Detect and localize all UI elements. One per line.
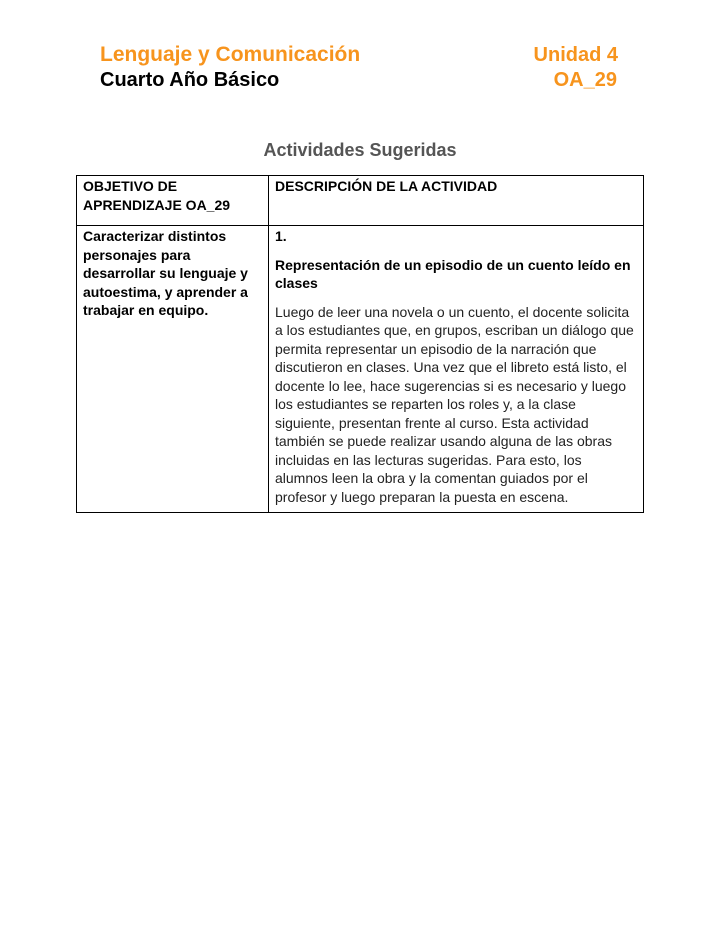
- table-header-row: [77, 176, 644, 226]
- section-title: Actividades Sugeridas: [263, 140, 457, 160]
- grade-label: Cuarto Año Básico: [100, 69, 280, 91]
- activity-title: Representación de un episodio de un cuento leído en clases: [275, 256, 631, 291]
- objective-code: OA_29: [553, 69, 617, 91]
- description-column-header: DESCRIPCIÓN DE LA ACTIVIDAD: [269, 176, 644, 226]
- activity-number: 1.: [275, 228, 287, 244]
- subject-title: Lenguaje y Comunicación: [100, 43, 361, 66]
- table-row: [77, 226, 644, 513]
- unit-label: Unidad 4: [533, 44, 618, 66]
- activities-table: [76, 175, 644, 513]
- page-header: [100, 42, 620, 92]
- header-row-top: [100, 42, 620, 68]
- description-cell: [269, 226, 644, 513]
- objective-cell: Caracterizar distintos personajes para desarrollar su lenguaje y autoestima, y aprender a trabajar en equipo.: [77, 226, 269, 513]
- header-row-bottom: [100, 68, 620, 92]
- activity-body: Luego de leer una novela o un cuento, el docente solicita a los estudiantes que, en grupos, escriban un diálogo que permita representar un episodio de la narración que discutieron en clases. Una vez que el libreto está listo, el docente lo lee, hace sugerencias si es necesario y luego los estudiantes se reparten los roles y, a la clase siguiente, presentan frente al curso. Esta actividad también se puede realizar usando alguna de las obras incluidas en las lecturas sugeridas. Para esto, los alumnos leen la obra y la comentan guiados por el profesor y luego preparan la puesta en escena.: [275, 303, 634, 505]
- objective-column-header: OBJETIVO DE APRENDIZAJE OA_29: [77, 176, 269, 226]
